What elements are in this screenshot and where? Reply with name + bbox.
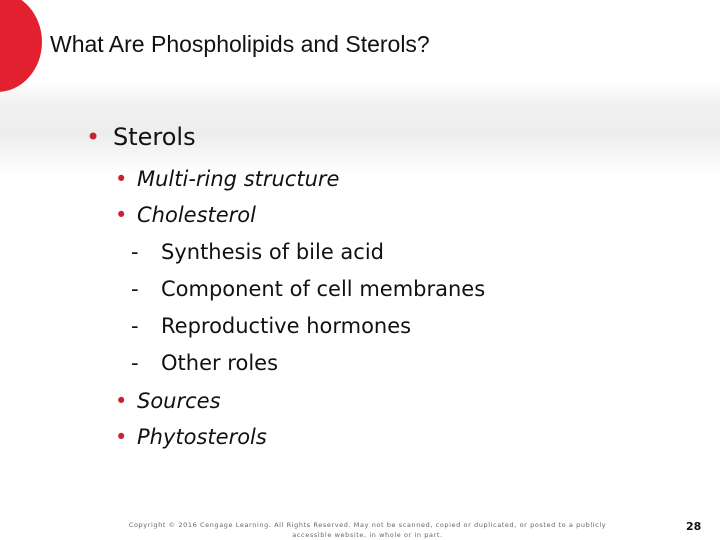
bullet-text: Multi-ring structure — [137, 167, 340, 191]
bullet-text: Sterols — [113, 123, 196, 151]
bullet-text: Sources — [137, 389, 221, 413]
dash-marker: - — [131, 277, 139, 301]
bullet-text: Cholesterol — [137, 203, 256, 227]
bullet-cholesterol — [115, 203, 256, 227]
page-number: 28 — [686, 520, 702, 533]
bullet-multi-ring-structure — [115, 167, 339, 191]
bullet-sources — [115, 389, 221, 413]
bullet-marker: • — [115, 425, 128, 449]
bullet-sterols — [86, 123, 196, 151]
dash-marker: - — [131, 240, 139, 264]
subitem-other-roles — [131, 351, 278, 375]
subitem-text: Synthesis of bile acid — [161, 240, 385, 264]
bullet-phytosterols — [115, 425, 267, 449]
bullet-marker: • — [86, 123, 101, 151]
subitem-component-of-cell-membranes — [131, 277, 485, 301]
copyright-notice: Copyright © 2016 Cengage Learning. All Rights Reserved. May not be scanned, copied or duplicated, or posted to a publicly accessible website, in whole or in part. — [128, 521, 607, 539]
subitem-reproductive-hormones — [131, 314, 411, 338]
subitem-text: Component of cell membranes — [161, 277, 486, 301]
dash-marker: - — [131, 351, 139, 375]
bullet-marker: • — [115, 167, 128, 191]
bullet-text: Phytosterols — [137, 425, 267, 449]
bullet-marker: • — [115, 203, 128, 227]
subitem-text: Other roles — [161, 351, 279, 375]
subitem-synthesis-of-bile-acid — [131, 240, 384, 264]
slide-title: What Are Phospholipids and Sterols? — [50, 31, 430, 57]
subitem-text: Reproductive hormones — [161, 314, 412, 338]
dash-marker: - — [131, 314, 139, 338]
bullet-marker: • — [115, 389, 128, 413]
